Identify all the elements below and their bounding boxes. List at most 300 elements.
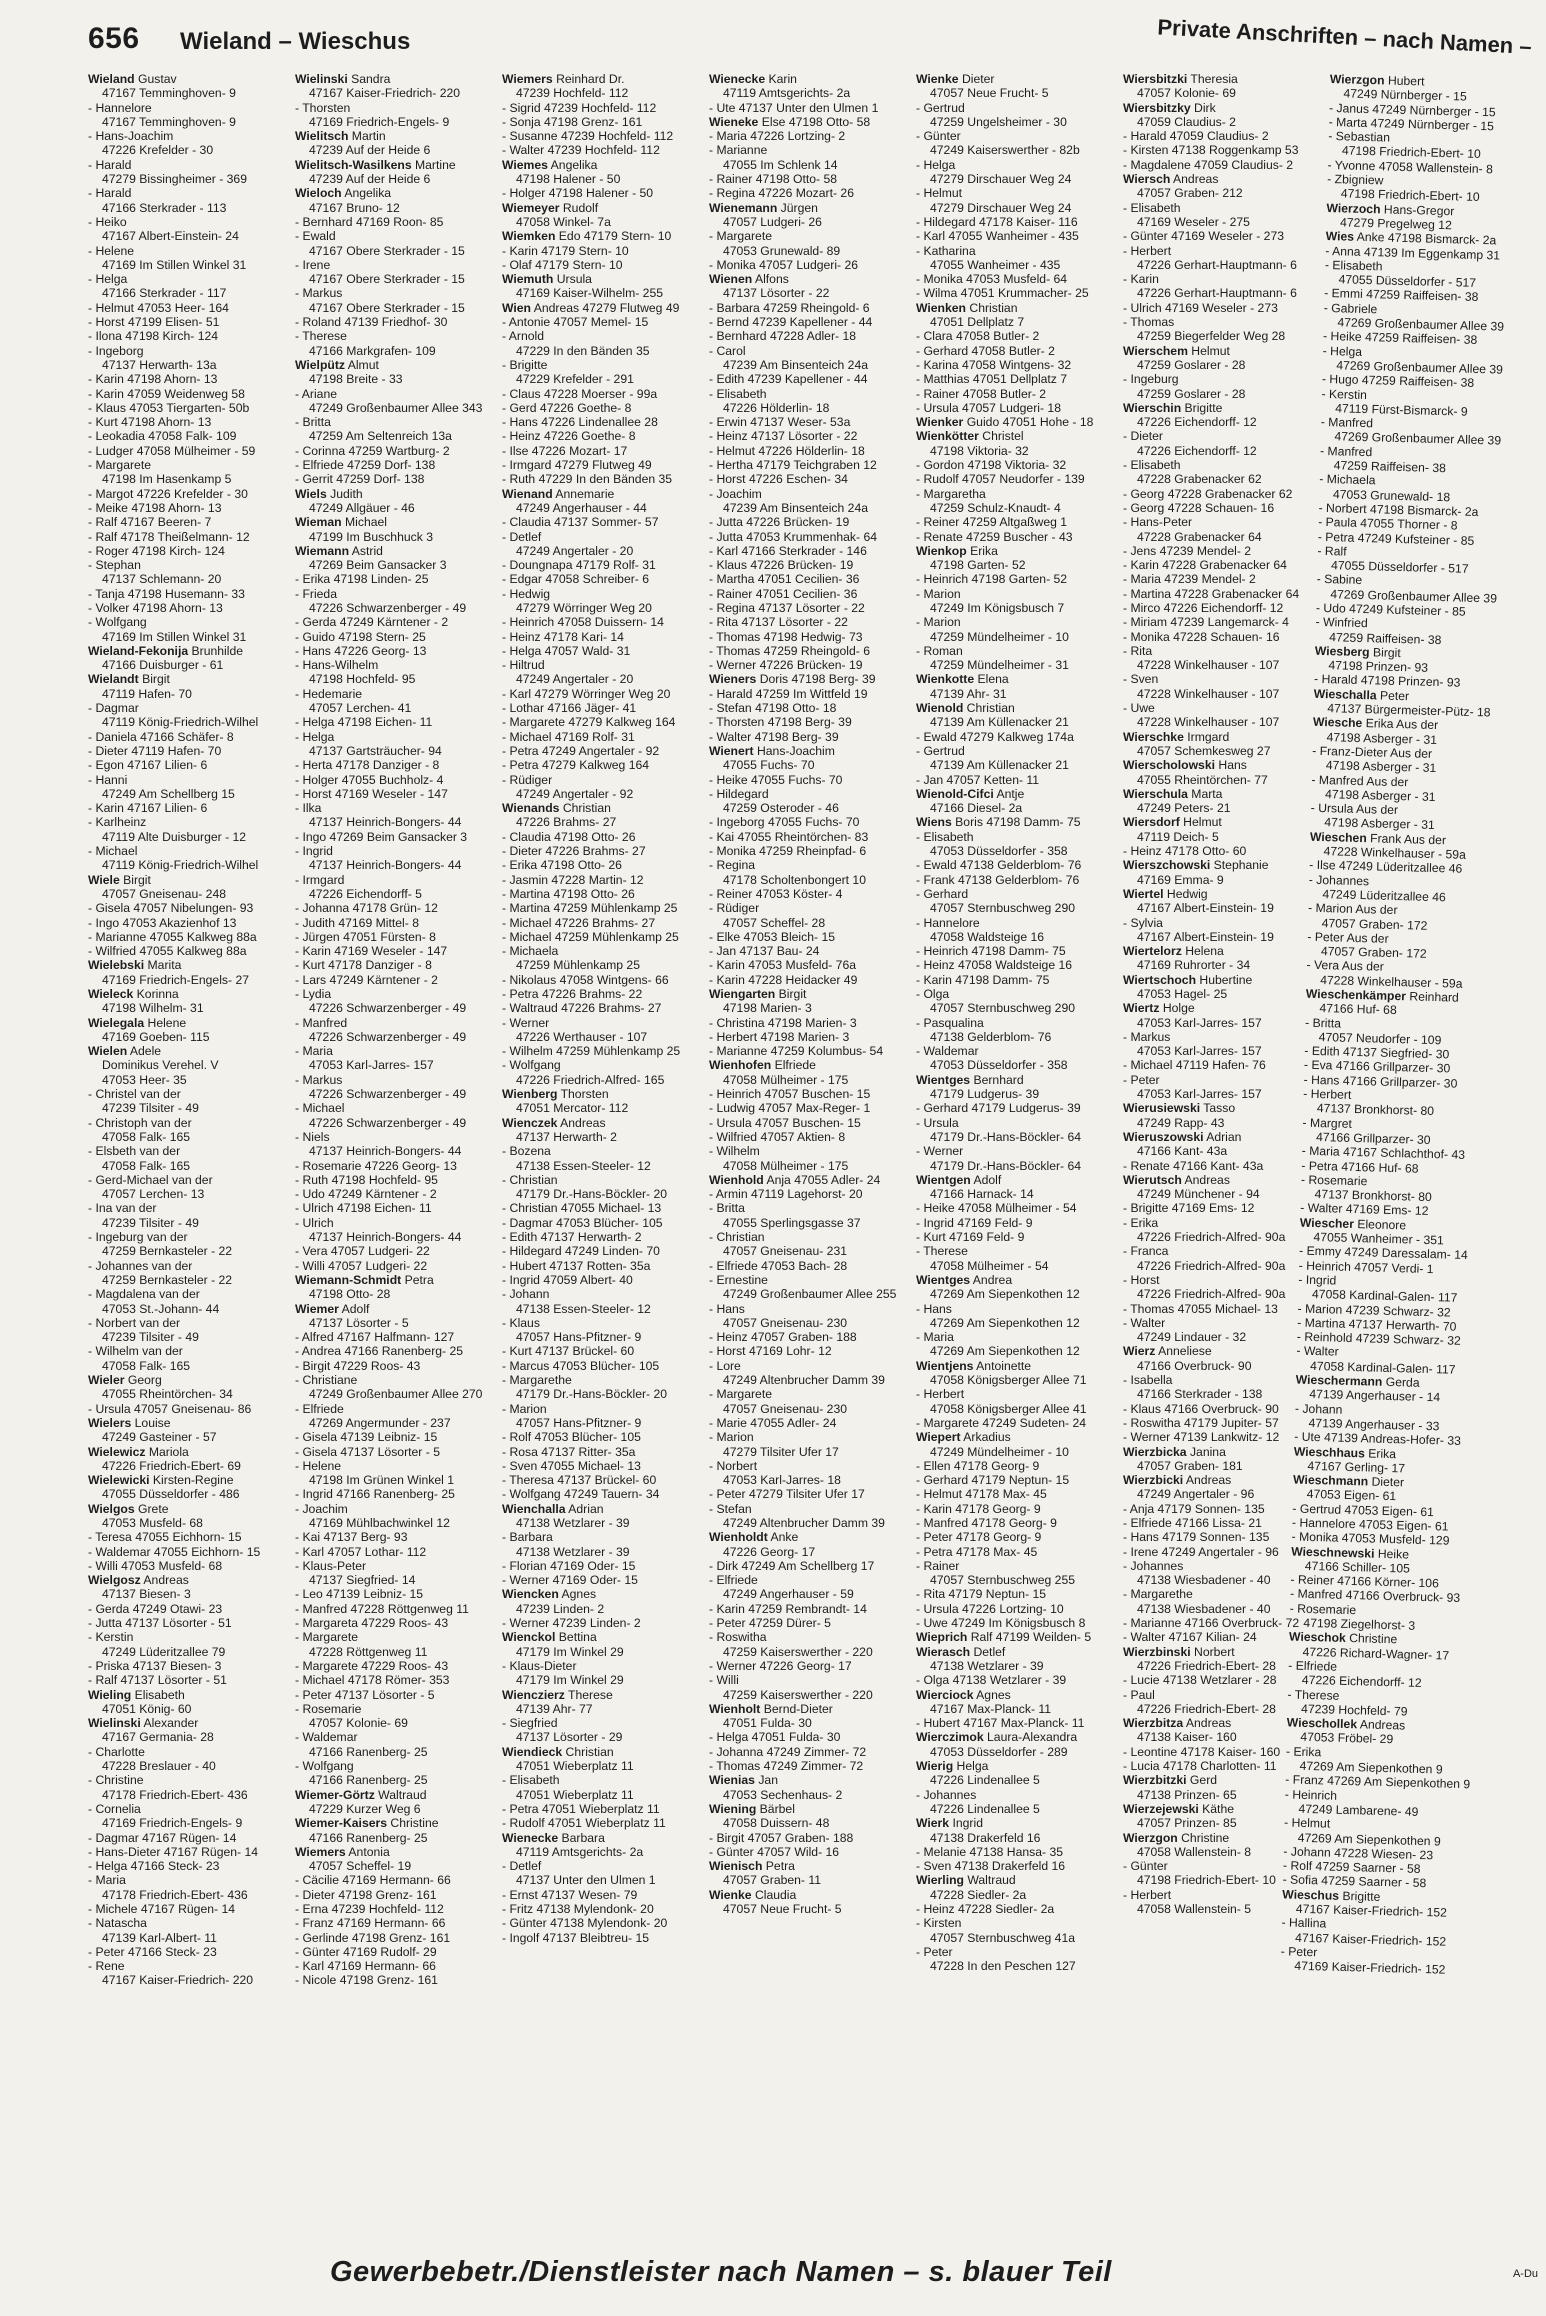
address-line: 47139 Angerhauser - 33 bbox=[1308, 1415, 1440, 1434]
given-name-entry: - Elfriede 47053 Bach- 28 bbox=[709, 1258, 848, 1273]
given-name: Arkadius bbox=[960, 1430, 1011, 1445]
address-line: 47279 Bissingheimer - 369 bbox=[102, 172, 247, 187]
given-name: Peter bbox=[1376, 688, 1410, 704]
address-line: Dominikus Verehel. V bbox=[102, 1058, 219, 1073]
address-line: 47057 Sternbuschweg 41a bbox=[930, 1930, 1076, 1945]
surname: Wierscholowski bbox=[1123, 758, 1216, 773]
given-name-entry: - Ingrid 47169 Feld- 9 bbox=[916, 1215, 1033, 1230]
given-name: Bernhard bbox=[970, 1072, 1024, 1087]
given-name-entry: - Jutta 47137 Lösorter - 51 bbox=[88, 1616, 232, 1631]
address-line: 47167 Bruno- 12 bbox=[309, 200, 400, 215]
given-name-entry: - Maria bbox=[295, 1044, 333, 1059]
address-line: 47279 Tilsiter Ufer 17 bbox=[723, 1444, 839, 1459]
address-line: 47179 Dr.-Hans-Böckler- 64 bbox=[930, 1158, 1082, 1173]
given-name-entry: - Claudia 47137 Sommer- 57 bbox=[502, 515, 659, 530]
given-name-entry: - Ursula 47057 Ludgeri- 18 bbox=[916, 400, 1061, 415]
given-name: Gerda bbox=[1382, 1374, 1420, 1390]
address-line: 47169 Kaiser-Friedrich- 152 bbox=[1294, 1958, 1446, 1977]
address-line: 47198 Friedrich-Ebert- 10 bbox=[1341, 143, 1481, 162]
given-name-entry: - Karin 47228 Grabenacker 64 bbox=[1123, 558, 1287, 573]
address-line: 47229 Kurzer Weg 6 bbox=[309, 1801, 421, 1816]
surname: Wierschula bbox=[1123, 786, 1188, 801]
address-line: 47249 Peters- 21 bbox=[1137, 801, 1231, 816]
address-line: 47198 Im Grünen Winkel 1 bbox=[309, 1473, 454, 1488]
address-line: 47269 Beim Gansacker 3 bbox=[309, 558, 447, 573]
given-name: Andreas bbox=[1170, 172, 1219, 187]
given-name-entry: - Priska 47137 Biesen- 3 bbox=[88, 1658, 222, 1673]
address-line: 47167 Kaiser-Friedrich- 220 bbox=[102, 1973, 254, 1988]
given-name-entry: - Yvonne 47058 Wallenstein- 8 bbox=[1327, 157, 1494, 177]
given-name-entry: - Rüdiger bbox=[709, 901, 760, 916]
given-name-entry: - Britta bbox=[709, 1201, 745, 1216]
surname: Wierzoch bbox=[1326, 200, 1381, 217]
given-name-entry: - Georg 47228 Grabenacker 62 bbox=[1123, 486, 1293, 501]
given-name-entry: - Martha 47051 Cecilien- 36 bbox=[709, 572, 860, 587]
given-name-entry: - Renate 47166 Kant- 43a bbox=[1123, 1158, 1264, 1173]
surname-entry bbox=[88, 672, 291, 686]
given-name: Bettina bbox=[555, 1630, 597, 1645]
surname: Wienberg bbox=[502, 1087, 558, 1102]
surname: Wienen bbox=[709, 272, 753, 287]
address-line: 47226 Hölderlin- 18 bbox=[723, 400, 830, 415]
surname-entry bbox=[502, 229, 705, 243]
surname: Wierzbitza bbox=[1123, 1716, 1184, 1731]
given-name-entry: - Ludger 47058 Mülheimer - 59 bbox=[88, 443, 256, 458]
given-name: Helga bbox=[953, 1759, 989, 1774]
address-line: 47058 Waldsteige 16 bbox=[930, 929, 1045, 944]
surname: Wiertelorz bbox=[1123, 944, 1182, 959]
given-name-entry: - Ruth 47229 In den Bänden 35 bbox=[502, 472, 673, 487]
given-name-entry: - Hans 47166 Grillparzer- 30 bbox=[1303, 1072, 1458, 1091]
address-line: 47119 Alte Duisburger - 12 bbox=[102, 829, 247, 844]
address-line: 47279 Wörringer Weg 20 bbox=[516, 600, 652, 615]
given-name-entry: - Maria 47239 Mendel- 2 bbox=[1123, 572, 1256, 587]
given-name-entry: - Kurt 47178 Danziger - 8 bbox=[295, 958, 432, 973]
given-name-entry: - Gerlinde 47198 Grenz- 161 bbox=[295, 1930, 451, 1945]
given-name-entry: - Rainer bbox=[916, 1558, 960, 1573]
address-line: 47279 Pregelweg 12 bbox=[1339, 215, 1453, 233]
surname-entry bbox=[1123, 72, 1326, 86]
surname: Wientges bbox=[916, 1272, 971, 1287]
given-name: Detlef bbox=[970, 1644, 1006, 1659]
surname: Wieschermann bbox=[1295, 1372, 1383, 1389]
surname-entry bbox=[709, 1859, 912, 1873]
address-line: 47166 Ranenberg- 25 bbox=[309, 1830, 428, 1845]
given-name-entry: - Nikolaus 47058 Wintgens- 66 bbox=[502, 972, 669, 987]
given-name-entry: - Michael 47119 Hafen- 76 bbox=[1123, 1058, 1266, 1073]
given-name: Therese bbox=[564, 1687, 613, 1702]
address-line: 47226 Werthauser - 107 bbox=[516, 1029, 648, 1044]
address-line: 47167 Obere Sterkrader - 15 bbox=[309, 243, 465, 258]
given-name-entry: - Sylvia bbox=[1123, 915, 1163, 930]
surname-entry bbox=[88, 1502, 291, 1516]
address-line: 47057 Gneisenau- 248 bbox=[102, 886, 227, 901]
given-name-entry: - Karin 47053 Musfeld- 76a bbox=[709, 958, 857, 973]
given-name-entry: - Walter 47167 Kilian- 24 bbox=[1123, 1630, 1257, 1645]
surname: Wierzbicki bbox=[1123, 1473, 1184, 1488]
surname: Wielgos bbox=[88, 1501, 135, 1516]
given-name-entry: - Peter 47259 Dürer- 5 bbox=[709, 1616, 831, 1631]
surname: Wieland-Fekonija bbox=[88, 643, 189, 658]
given-name: Angelika bbox=[547, 157, 598, 172]
given-name-entry: - Gerd-Michael van der bbox=[88, 1172, 213, 1187]
given-name-entry: - Susanne 47239 Hochfeld- 112 bbox=[502, 129, 674, 144]
surname-entry bbox=[1123, 101, 1326, 115]
given-name-entry: - Pasqualina bbox=[916, 1015, 984, 1030]
given-name-entry: - Markus bbox=[295, 1072, 343, 1087]
given-name-entry: - Thorsten bbox=[295, 100, 351, 115]
address-line: 47167 Max-Planck- 11 bbox=[930, 1701, 1052, 1716]
address-line: 47057 Neue Frucht- 5 bbox=[723, 1902, 842, 1916]
address-line: 47058 Wallenstein- 5 bbox=[1137, 1902, 1252, 1916]
given-name-entry: - Heinz 47228 Siedler- 2a bbox=[916, 1902, 1055, 1916]
address-line: 47228 Winkelhauser - 59a bbox=[1323, 844, 1467, 862]
address-line: 47138 Wetzlarer - 39 bbox=[516, 1515, 630, 1530]
given-name-entry: - Werner 47239 Linden- 2 bbox=[502, 1616, 641, 1631]
surname: Wierszchowski bbox=[1123, 858, 1211, 873]
given-name-entry: - Klaus 47226 Brücken- 19 bbox=[709, 558, 854, 573]
address-line: 47055 Fuchs- 70 bbox=[723, 758, 815, 773]
given-name-entry: - Egon 47167 Lilien- 6 bbox=[88, 758, 208, 773]
given-name-entry: - Ingolf 47137 Bleibtreu- 15 bbox=[502, 1930, 650, 1945]
address-line: 47166 Sterkrader - 138 bbox=[1137, 1387, 1263, 1402]
given-name: Bärbel bbox=[756, 1801, 795, 1816]
given-name-entry: - Herbert bbox=[1303, 1086, 1352, 1102]
given-name-entry: - Kurt 47137 Brückel- 60 bbox=[502, 1344, 635, 1359]
address-line: 47166 Huf- 68 bbox=[1319, 1001, 1397, 1018]
address-line: 47053 Karl-Jarres- 18 bbox=[723, 1473, 841, 1488]
given-name-entry: - Anja 47179 Sonnen- 135 bbox=[1123, 1501, 1265, 1516]
given-name-entry: - Niels bbox=[295, 1129, 330, 1144]
given-name-entry: - Uwe bbox=[1123, 701, 1155, 716]
address-line: 47226 Gerhart-Hauptmann- 6 bbox=[1137, 257, 1297, 272]
given-name-entry: - Brigitte bbox=[502, 357, 548, 372]
address-line: 47053 Karl-Jarres- 157 bbox=[309, 1058, 434, 1073]
surname: Wieschok bbox=[1288, 1629, 1346, 1646]
address-line: 47166 Kant- 43a bbox=[1137, 1144, 1228, 1159]
surname-entry bbox=[295, 358, 498, 372]
given-name-entry: - Johann bbox=[502, 1287, 550, 1302]
page-number: 656 bbox=[88, 22, 140, 55]
given-name-entry: - Elfriede bbox=[709, 1573, 758, 1588]
address-line: 47057 Scheffel- 28 bbox=[723, 915, 826, 930]
surname-entry bbox=[916, 1730, 1119, 1744]
address-line: 47259 Goslarer - 28 bbox=[1137, 357, 1246, 372]
surname-entry bbox=[709, 744, 912, 758]
given-name-entry: - Michael 47226 Brahms- 27 bbox=[502, 915, 656, 930]
given-name-entry: - Markus bbox=[295, 286, 343, 301]
address-line: 47053 Grunewald- 89 bbox=[723, 243, 841, 258]
given-name-entry: - Heiko bbox=[88, 214, 127, 229]
given-name-entry: - Olga bbox=[916, 987, 950, 1001]
given-name-entry: - Michaela bbox=[502, 944, 559, 959]
surname-entry bbox=[709, 1702, 912, 1716]
given-name: Christel bbox=[978, 429, 1024, 444]
address-line: 47198 Viktoria- 32 bbox=[930, 443, 1029, 458]
address-line: 47249 Großenbaumer Allee 343 bbox=[309, 400, 483, 415]
given-name-entry: - Daniela 47166 Schäfer- 8 bbox=[88, 729, 234, 744]
given-name-entry: - Karlheinz bbox=[88, 815, 147, 830]
given-name-entry: - Helga bbox=[88, 272, 128, 287]
given-name-entry: - Reinhold 47239 Schwarz- 32 bbox=[1296, 1329, 1461, 1348]
address-line: 47228 Winkelhauser - 107 bbox=[1137, 658, 1280, 673]
given-name-entry: - Markus bbox=[1123, 1029, 1171, 1044]
address-line: 47058 Winkel- 7a bbox=[516, 214, 611, 229]
given-name: Bernd-Dieter bbox=[760, 1701, 833, 1716]
given-name: Erika bbox=[966, 543, 998, 558]
given-name-entry: - Christoph van der bbox=[88, 1115, 192, 1130]
surname-entry bbox=[916, 1873, 1119, 1887]
given-name: Hubertine bbox=[1196, 972, 1253, 987]
given-name-entry: - Judith 47169 Mittel- 8 bbox=[295, 915, 419, 930]
given-name-entry: - Elsbeth van der bbox=[88, 1144, 181, 1159]
given-name-entry: - Karin 47228 Heidacker 49 bbox=[709, 972, 858, 987]
address-line: 47249 Mündelheimer - 10 bbox=[930, 1444, 1069, 1459]
given-name: Andreas bbox=[1183, 1473, 1232, 1488]
surname: Wiencken bbox=[502, 1587, 559, 1602]
surname-entry bbox=[88, 958, 291, 972]
address-line: 47178 Friedrich-Ebert- 436 bbox=[102, 1887, 248, 1902]
address-line: 47226 Lindenallee 5 bbox=[930, 1801, 1040, 1816]
given-name: Sandra bbox=[347, 72, 391, 86]
surname-entry bbox=[709, 115, 912, 129]
surname: Wiemes bbox=[502, 157, 548, 172]
given-name-entry: - Margarethe bbox=[1123, 1587, 1193, 1602]
given-name-entry: - Wilhelm bbox=[709, 1144, 760, 1159]
given-name-entry: - Dagmar 47167 Rügen- 14 bbox=[88, 1830, 237, 1845]
surname: Wiemer-Görtz bbox=[295, 1787, 375, 1802]
given-name: Elena bbox=[974, 672, 1009, 687]
given-name-entry: - Ingrid 47166 Ranenberg- 25 bbox=[295, 1487, 455, 1502]
address-line: 47249 Kaiserswerther - 82b bbox=[930, 143, 1080, 158]
surname: Wientges bbox=[916, 1072, 971, 1087]
given-name-entry: - Stefan bbox=[709, 1501, 752, 1516]
given-name-entry: - Elisabeth bbox=[1123, 458, 1181, 473]
given-name: Anke 47198 Bismarck- 2a bbox=[1353, 229, 1497, 248]
given-name-entry: - Meike 47198 Ahorn- 13 bbox=[88, 500, 222, 515]
given-name-entry: - Armin 47119 Lagehorst- 20 bbox=[709, 1187, 863, 1202]
surname-entry bbox=[709, 1773, 912, 1787]
given-name-entry: - Georg 47228 Schauen- 16 bbox=[1123, 500, 1275, 515]
address-line: 47249 Angertaler - 20 bbox=[516, 672, 634, 687]
address-line: 47226 Eichendorff- 5 bbox=[309, 886, 422, 901]
given-name-entry: - Thorsten 47198 Berg- 39 bbox=[709, 715, 852, 730]
given-name-entry: - Norbert van der bbox=[88, 1315, 181, 1330]
surname: Wielewicz bbox=[88, 1444, 146, 1459]
address-line: 47138 Prinzen- 65 bbox=[1137, 1787, 1237, 1802]
given-name-entry: - Horst 47199 Elisen- 51 bbox=[88, 315, 220, 330]
given-name-entry: - Hans 47226 Georg- 13 bbox=[295, 643, 427, 658]
address-line: 47058 Kardinal-Galen- 117 bbox=[1309, 1358, 1456, 1377]
surname-entry bbox=[88, 1716, 291, 1730]
address-line: 47239 Am Binsenteich 24a bbox=[723, 357, 868, 372]
surname-entry bbox=[1123, 787, 1326, 801]
given-name: Elisabeth bbox=[131, 1687, 185, 1702]
surname-entry bbox=[916, 415, 1119, 429]
given-name-entry: - Christine bbox=[88, 1773, 144, 1788]
given-name-entry: - Gertrud bbox=[916, 743, 965, 758]
given-name-entry: - Erika bbox=[1123, 1215, 1159, 1230]
given-name-entry: - Monika 47057 Ludgeri- 26 bbox=[709, 257, 859, 272]
given-name-entry: - Ulrich 47169 Weseler - 273 bbox=[1123, 300, 1278, 315]
given-name-entry: - Hildegard 47249 Linden- 70 bbox=[502, 1244, 660, 1259]
address-line: 47239 Tilsiter - 49 bbox=[102, 1215, 199, 1230]
given-name-entry: - Marion bbox=[916, 586, 961, 601]
given-name-entry: - Sebastian bbox=[1328, 129, 1391, 145]
surname: Wies bbox=[1325, 229, 1355, 244]
address-line: 47226 Georg- 17 bbox=[723, 1544, 816, 1559]
given-name-entry: - Werner 47139 Lankwitz- 12 bbox=[1123, 1430, 1280, 1445]
surname: Wierz bbox=[1123, 1344, 1156, 1359]
given-name-entry: - Rita bbox=[1123, 643, 1153, 658]
surname-entry bbox=[916, 1630, 1119, 1644]
given-name-entry: - Thomas bbox=[1123, 315, 1175, 330]
given-name-entry: - Lars 47249 Kärntener - 2 bbox=[295, 972, 438, 987]
address-line: 47167 Albert-Einstein- 19 bbox=[1137, 929, 1274, 944]
surname: Wierling bbox=[916, 1873, 964, 1888]
address-line: 47167 Obere Sterkrader - 15 bbox=[309, 300, 465, 315]
address-line: 47053 Karl-Jarres- 157 bbox=[1137, 1087, 1262, 1102]
surname-entry bbox=[295, 1816, 498, 1830]
given-name-entry: - Dieter bbox=[1123, 429, 1163, 444]
given-name-entry: - Johann bbox=[1294, 1401, 1343, 1417]
address-line: 47058 Mülheimer - 54 bbox=[930, 1258, 1049, 1273]
given-name-entry: - Uwe 47249 Im Königsbusch 8 bbox=[916, 1616, 1086, 1631]
surname-entry bbox=[1123, 758, 1326, 772]
surname-entry bbox=[916, 72, 1119, 86]
surname: Wieler bbox=[88, 1373, 125, 1388]
address-line: 47138 Wiesbadener - 40 bbox=[1137, 1601, 1271, 1616]
given-name-entry: - Marcus 47053 Blücher- 105 bbox=[502, 1358, 660, 1373]
given-name-entry: - Doungnapa 47179 Rolf- 31 bbox=[502, 558, 656, 573]
address-line: 47138 Wiesbadener - 40 bbox=[1137, 1573, 1271, 1588]
given-name-entry: - Ursula 47057 Buschen- 15 bbox=[709, 1115, 861, 1130]
given-name-entry: - Udo 47249 Kufsteiner - 85 bbox=[1315, 600, 1466, 619]
address-line: 47138 Wetzlarer - 39 bbox=[516, 1544, 630, 1559]
given-name-entry: - Hans 47226 Lindenallee 28 bbox=[502, 415, 658, 430]
given-name: Gustav bbox=[134, 72, 177, 86]
given-name-entry: - Waldemar bbox=[916, 1044, 979, 1059]
surname-entry bbox=[916, 1273, 1119, 1287]
address-line: 47057 Neudorfer - 109 bbox=[1318, 1029, 1442, 1048]
given-name-entry: - Peter 47279 Tilsiter Ufer 17 bbox=[709, 1487, 865, 1502]
given-name-entry: - Bernhard 47228 Adler- 18 bbox=[709, 329, 857, 344]
given-name: Birgit bbox=[775, 987, 807, 1001]
given-name-entry: - Johannes van der bbox=[88, 1258, 193, 1273]
address-line: 47269 Großenbaumer Allee 39 bbox=[1337, 315, 1505, 334]
given-name-entry: - Gerd 47226 Goethe- 8 bbox=[502, 400, 632, 415]
address-line: 47053 Eigen- 61 bbox=[1306, 1487, 1397, 1504]
surname-entry bbox=[709, 1530, 912, 1544]
given-name: Anke bbox=[767, 1530, 799, 1545]
given-name-entry: - Theresa 47137 Brückel- 60 bbox=[502, 1473, 657, 1488]
given-name-entry: - Claus 47228 Moerser - 99a bbox=[502, 386, 658, 401]
address-line: 47051 Mercator- 112 bbox=[516, 1101, 629, 1116]
given-name-entry: - Günter 47169 Weseler - 273 bbox=[1123, 229, 1285, 244]
address-line: 47053 Heer- 35 bbox=[102, 1072, 187, 1087]
surname-entry bbox=[502, 1630, 705, 1644]
surname: Wielgosz bbox=[88, 1573, 141, 1588]
address-line: 47051 Fulda- 30 bbox=[723, 1716, 812, 1731]
given-name: Ingrid bbox=[949, 1816, 983, 1831]
address-line: 47249 Gasteiner - 57 bbox=[102, 1430, 217, 1445]
given-name: Hans-Joachim bbox=[753, 743, 835, 758]
address-line: 47226 Richard-Wagner- 17 bbox=[1302, 1644, 1450, 1663]
given-name-entry: - Manfred bbox=[1319, 443, 1373, 459]
given-name-entry: - Dagmar 47053 Blücher- 105 bbox=[502, 1215, 663, 1230]
given-name-entry: - Rita 47137 Lösorter - 22 bbox=[709, 615, 848, 630]
address-line: 47169 Im Stillen Winkel 31 bbox=[102, 257, 247, 272]
given-name-entry: - Ingeborg 47055 Fuchs- 70 bbox=[709, 815, 860, 830]
given-name-entry: - Herbert bbox=[1123, 243, 1172, 258]
given-name-entry: - Rainer 47198 Otto- 58 bbox=[709, 172, 838, 187]
given-name-entry: - Birgit 47057 Graben- 188 bbox=[709, 1830, 854, 1845]
given-name: Andrea bbox=[970, 1272, 1013, 1287]
given-name: Adrian bbox=[565, 1501, 604, 1516]
address-line: 47226 Friedrich-Alfred- 165 bbox=[516, 1072, 665, 1087]
given-name-entry: - Sabine bbox=[1316, 572, 1363, 588]
given-name-entry: - Hans-Joachim bbox=[88, 129, 174, 144]
surname: Wieland bbox=[88, 72, 135, 86]
surname: Wienczierz bbox=[502, 1687, 565, 1702]
given-name-entry: - Monika 47259 Rheinpfad- 6 bbox=[709, 844, 867, 859]
given-name-entry: - Sigrid 47239 Hochfeld- 112 bbox=[502, 100, 657, 115]
given-name-entry: - Kai 47055 Rheintörchen- 83 bbox=[709, 829, 869, 844]
given-name-entry: - Irene bbox=[295, 257, 331, 272]
given-name-entry: - Cornelia bbox=[88, 1801, 141, 1816]
surname-entry bbox=[709, 201, 912, 215]
given-name: Birgit bbox=[1369, 645, 1401, 660]
address-line: 47057 Kolonie- 69 bbox=[1137, 86, 1236, 101]
surname-entry bbox=[502, 72, 705, 86]
given-name-entry: - Matthias 47051 Dellplatz 7 bbox=[916, 372, 1068, 387]
given-name-entry: - Werner 47226 Georg- 17 bbox=[709, 1658, 852, 1673]
address-line: 47179 Im Winkel 29 bbox=[516, 1673, 624, 1688]
address-line: 47166 Diesel- 2a bbox=[930, 801, 1023, 816]
surname: Wiertz bbox=[1123, 1001, 1160, 1016]
address-line: 47228 Winkelhauser - 107 bbox=[1137, 686, 1280, 701]
given-name-entry: - Ruth 47198 Hochfeld- 95 bbox=[295, 1172, 438, 1187]
given-name-entry: - Thomas 47249 Zimmer- 72 bbox=[709, 1759, 864, 1774]
surname: Wienholdt bbox=[709, 1530, 768, 1545]
surname: Wierczimok bbox=[916, 1730, 984, 1745]
surname-entry bbox=[916, 701, 1119, 715]
given-name: Tasso bbox=[1200, 1101, 1236, 1116]
given-name-entry: - Margarete 47279 Kalkweg 164 bbox=[502, 715, 676, 730]
address-line: 47179 Dr.-Hans-Böckler- 20 bbox=[516, 1187, 668, 1202]
given-name-entry: - Bernhard 47169 Roon- 85 bbox=[295, 214, 444, 229]
address-line: 47058 Falk- 165 bbox=[102, 1129, 191, 1144]
given-name-entry: - Hannelore 47053 Eigen- 61 bbox=[1291, 1515, 1449, 1534]
given-name-entry: - Walter 47198 Berg- 39 bbox=[709, 729, 839, 744]
given-name-entry: - Ina van der bbox=[88, 1201, 157, 1216]
address-line: 47167 Kaiser-Friedrich- 152 bbox=[1295, 1901, 1448, 1920]
given-name-entry: - Horst 47169 Lohr- 12 bbox=[709, 1344, 832, 1359]
given-name-entry: - Tanja 47198 Husemann- 33 bbox=[88, 586, 245, 601]
given-name: Thorsten bbox=[557, 1087, 609, 1102]
address-line: 47057 Sternbuschweg 290 bbox=[930, 901, 1076, 916]
surname: Wiemken bbox=[502, 229, 556, 244]
address-line: 47169 Friedrich-Engels- 9 bbox=[102, 1816, 243, 1831]
given-name-entry: - Hannelore bbox=[88, 100, 152, 115]
address-line: 47167 Temminghoven- 9 bbox=[102, 86, 236, 101]
surname: Wienkop bbox=[916, 543, 967, 558]
given-name-entry: - Bozena bbox=[502, 1144, 551, 1159]
surname: Wielegala bbox=[88, 1015, 145, 1030]
given-name-entry: - Erwin 47137 Weser- 53a bbox=[709, 415, 851, 430]
given-name-entry: - Hubert 47167 Max-Planck- 11 bbox=[916, 1716, 1085, 1731]
surname: Wiersbitzky bbox=[1123, 100, 1191, 115]
